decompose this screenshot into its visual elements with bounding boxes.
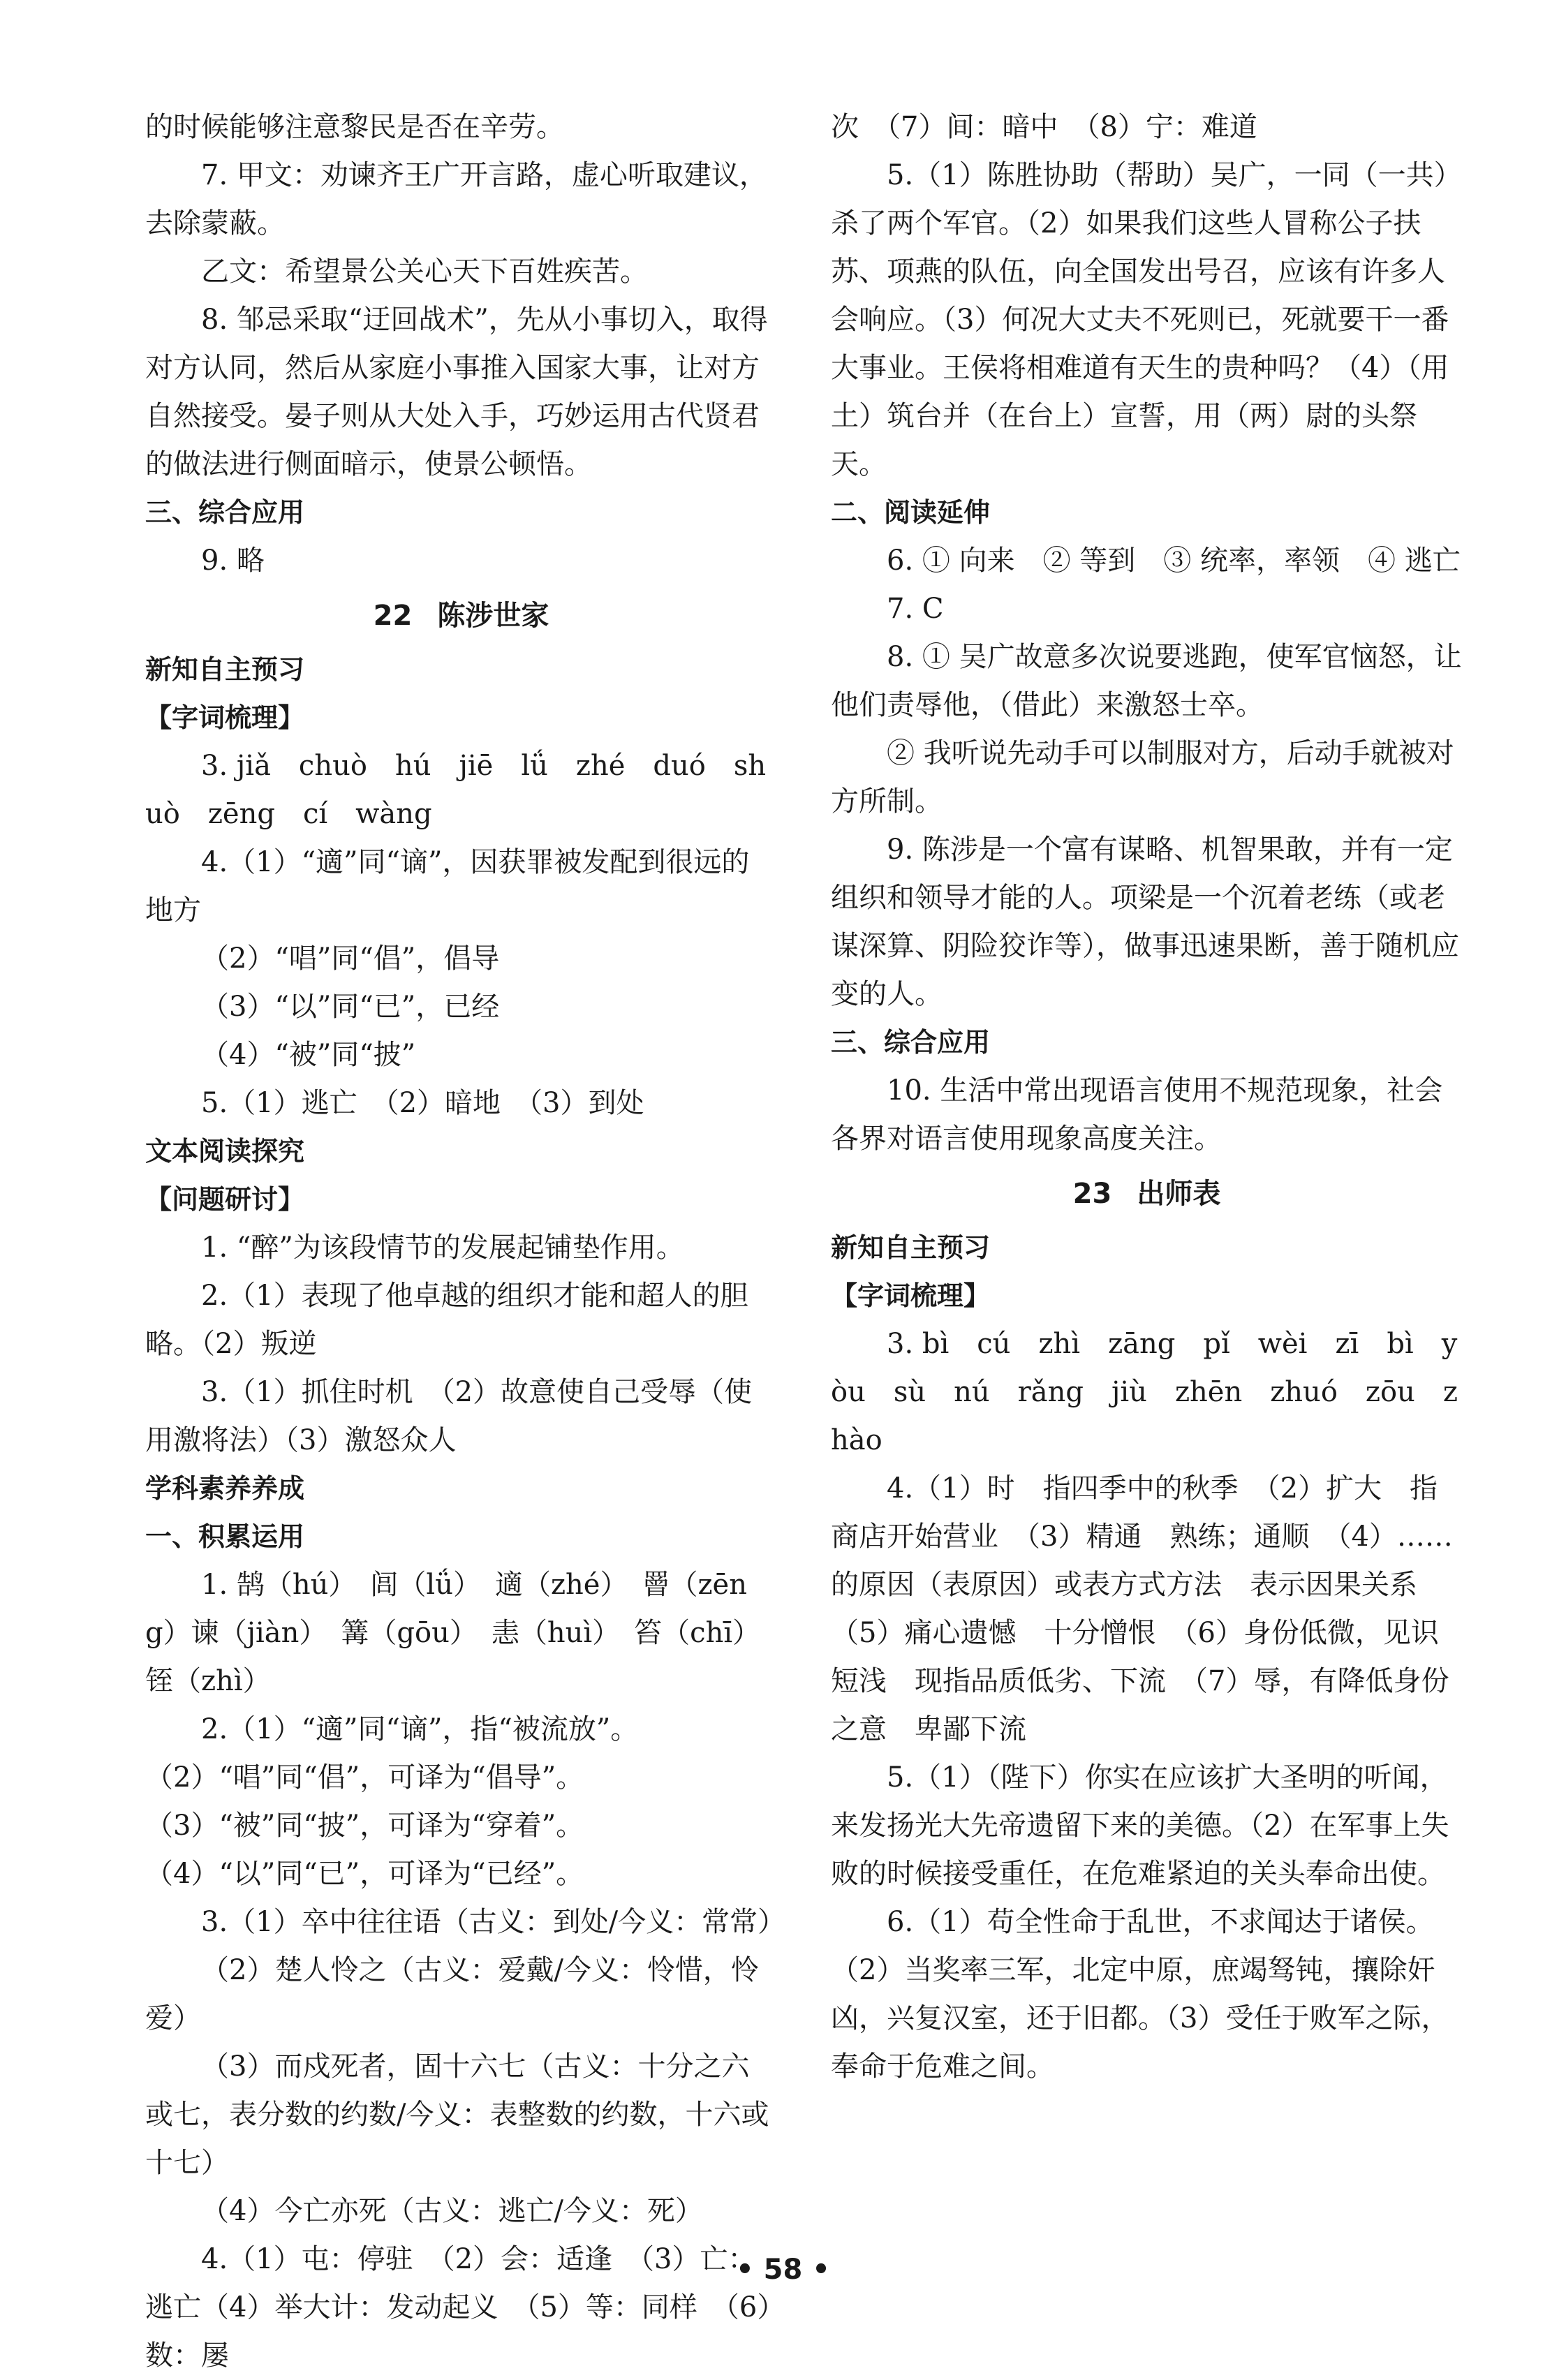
answer-paragraph: 4.（1）“適”同“谪”，因获罪被发配到很远的地方 — [145, 846, 750, 926]
lesson-number: 23 — [1072, 1178, 1112, 1210]
answer-paragraph: （4）今亡亦死（古义：逃亡/今义：死） — [201, 2195, 703, 2227]
answer-paragraph: 3. bì cú zhì zāng pǐ wèi zī bì yòu sù nú rǎng jiù zhēn zhuó zōu zhào — [831, 1328, 1458, 1456]
section-heading: 新知自主预习 — [831, 1232, 991, 1263]
answer-paragraph: 3.（1）抓住时机 （2）故意使自己受辱（使用激将法）（3）激怒众人 — [145, 1376, 753, 1456]
section-heading: 学科素养养成 — [145, 1473, 305, 1504]
section-heading: 【字词梳理】 — [831, 1280, 991, 1311]
answer-paragraph: 乙文：希望景公关心天下百姓疾苦。 — [201, 256, 648, 288]
answer-paragraph: 6. ① 向来 ② 等到 ③ 统率，率领 ④ 逃亡 — [887, 545, 1461, 577]
answer-paragraph: 4.（1）时 指四季中的秋季 （2）扩大 指商店开始营业 （3）精通 熟练；通顺 （4）……的原因（表原因）或表方式方法 表示因果关系（5）痛心遗憾 十分憎恨 （6）身份低微，见识短浅 现指品质低劣、下流 （7）辱，有降低身份之意 卑鄙下流 — [831, 1472, 1453, 1745]
answer-paragraph: ② 我听说先动手可以制服对方，后动手就被对方所制。 — [831, 737, 1454, 818]
answer-paragraph: 7. 甲文：劝谏齐王广开言路，虚心听取建议，去除蒙蔽。 — [145, 159, 767, 239]
answer-paragraph: 3.（1）卒中往往语（古义：到处/今义：常常） — [201, 1906, 786, 1938]
answer-paragraph: 6.（1）苟全性命于乱世，不求闻达于诸侯。（2）当奖率三军，北定中原，庶竭驽钝，攘除奸凶，兴复汉室，还于旧都。（3）受任于败军之际，奉命于危难之间。 — [831, 1906, 1449, 2083]
answer-paragraph: 5.（1）陈胜协助（帮助）吴广，一同（一共）杀了两个军官。（2）如果我们这些人冒称公子扶苏、项燕的队伍，向全国发出号召，应该有许多人会响应。（3）何况大丈夫不死则已，死就要干一番大事业。王侯将相难道有天生的贵种吗？（4）（用土）筑台并（在台上）宣誓，用（两）尉的头祭天。 — [831, 159, 1462, 480]
lesson-number: 22 — [373, 600, 413, 632]
answer-paragraph: （3）而戍死者，固十六七（古义：十分之六或七，表分数的约数/今义：表整数的约数，十六或十七） — [145, 2050, 769, 2179]
answer-paragraph: 1. 鹄（hú） 闾（lǘ） 適（zhé） 罾（zēng）谏（jiàn） 篝（gōu） 恚（huì） 笞（chī） 铚（zhì） — [145, 1569, 775, 1697]
answer-paragraph: 2.（1）“適”同“谪”，指“被流放”。（2）“唱”同“倡”，可译为“倡导”。（3）“被”同“披”，可译为“穿着”。（4）“以”同“已”，可译为“已经”。 — [145, 1713, 639, 1890]
answer-paragraph: （4）“被”同“披” — [201, 1039, 416, 1071]
right-column — [831, 103, 1463, 2091]
answer-paragraph: 5.（1）逃亡 （2）暗地 （3）到处 — [201, 1087, 644, 1119]
section-heading: 【问题研讨】 — [145, 1184, 305, 1215]
answer-paragraph: 5.（1）（陛下）你实在应该扩大圣明的听闻，来发扬光大先帝遗留下来的美德。（2）在军事上失败的时候接受重任，在危难紧迫的关头奉命出使。 — [831, 1761, 1449, 1890]
answer-paragraph: （2）“唱”同“倡”，倡导 — [201, 943, 500, 975]
answer-paragraph: （3）“以”同“已”，已经 — [201, 991, 500, 1023]
answer-paragraph: 2.（1）表现了他卓越的组织才能和超人的胆略。（2）叛逆 — [145, 1280, 748, 1360]
answer-paragraph: 3. jiǎ chuò hú jiē lǘ zhé duó shuò zēng cí wàng — [145, 750, 767, 830]
section-heading: 文本阅读探究 — [145, 1136, 305, 1167]
answer-paragraph: 4.（1）屯：停驻 （2）会：适逢 （3）亡：逃亡（4）举大计：发动起义 （5）等：同样 （6）数：屡 — [145, 2243, 771, 2372]
lesson-title — [145, 592, 777, 640]
section-heading: 一、积累运用 — [145, 1521, 305, 1552]
page-number: • 58 • — [736, 2254, 830, 2286]
lesson-name: 陈涉世家 — [437, 600, 549, 632]
continued-paragraph: 的时候能够注意黎民是否在辛劳。 — [145, 111, 564, 143]
answer-paragraph: 10. 生活中常出现语言使用不规范现象，社会各界对语言使用现象高度关注。 — [831, 1074, 1443, 1155]
answer-paragraph: 8. 邹忌采取“迂回战术”，先从小事切入，取得对方认同，然后从家庭小事推入国家大事，让对方自然接受。晏子则从大处入手，巧妙运用古代贤君的做法进行侧面暗示，使景公顿悟。 — [145, 304, 768, 480]
section-heading: 三、综合应用 — [145, 497, 305, 528]
answer-paragraph: 7. C — [887, 593, 944, 625]
answer-paragraph: 9. 陈涉是一个富有谋略、机智果敢，并有一定组织和领导才能的人。项梁是一个沉着老练（或老谋深算、阴险狡诈等），做事迅速果断，善于随机应变的人。 — [831, 834, 1459, 1010]
answer-paragraph: 8. ① 吴广故意多次说要逃跑，使军官恼怒，让他们责辱他，（借此）来激怒士卒。 — [831, 641, 1462, 721]
section-heading: 新知自主预习 — [145, 654, 305, 685]
section-heading: 【字词梳理】 — [145, 702, 305, 733]
lesson-title — [831, 1170, 1463, 1218]
continued-paragraph: 次 （7）间：暗中 （8）宁：难道 — [831, 111, 1257, 143]
answer-paragraph: （2）楚人怜之（古义：爱戴/今义：怜惜，怜爱） — [145, 1954, 759, 2034]
section-heading: 三、综合应用 — [831, 1027, 991, 1058]
answer-paragraph: 1. “醉”为该段情节的发展起铺垫作用。 — [201, 1232, 684, 1264]
answer-paragraph: 9. 略 — [201, 545, 265, 577]
lesson-name: 出师表 — [1137, 1178, 1221, 1210]
section-heading: 二、阅读延伸 — [831, 497, 991, 528]
